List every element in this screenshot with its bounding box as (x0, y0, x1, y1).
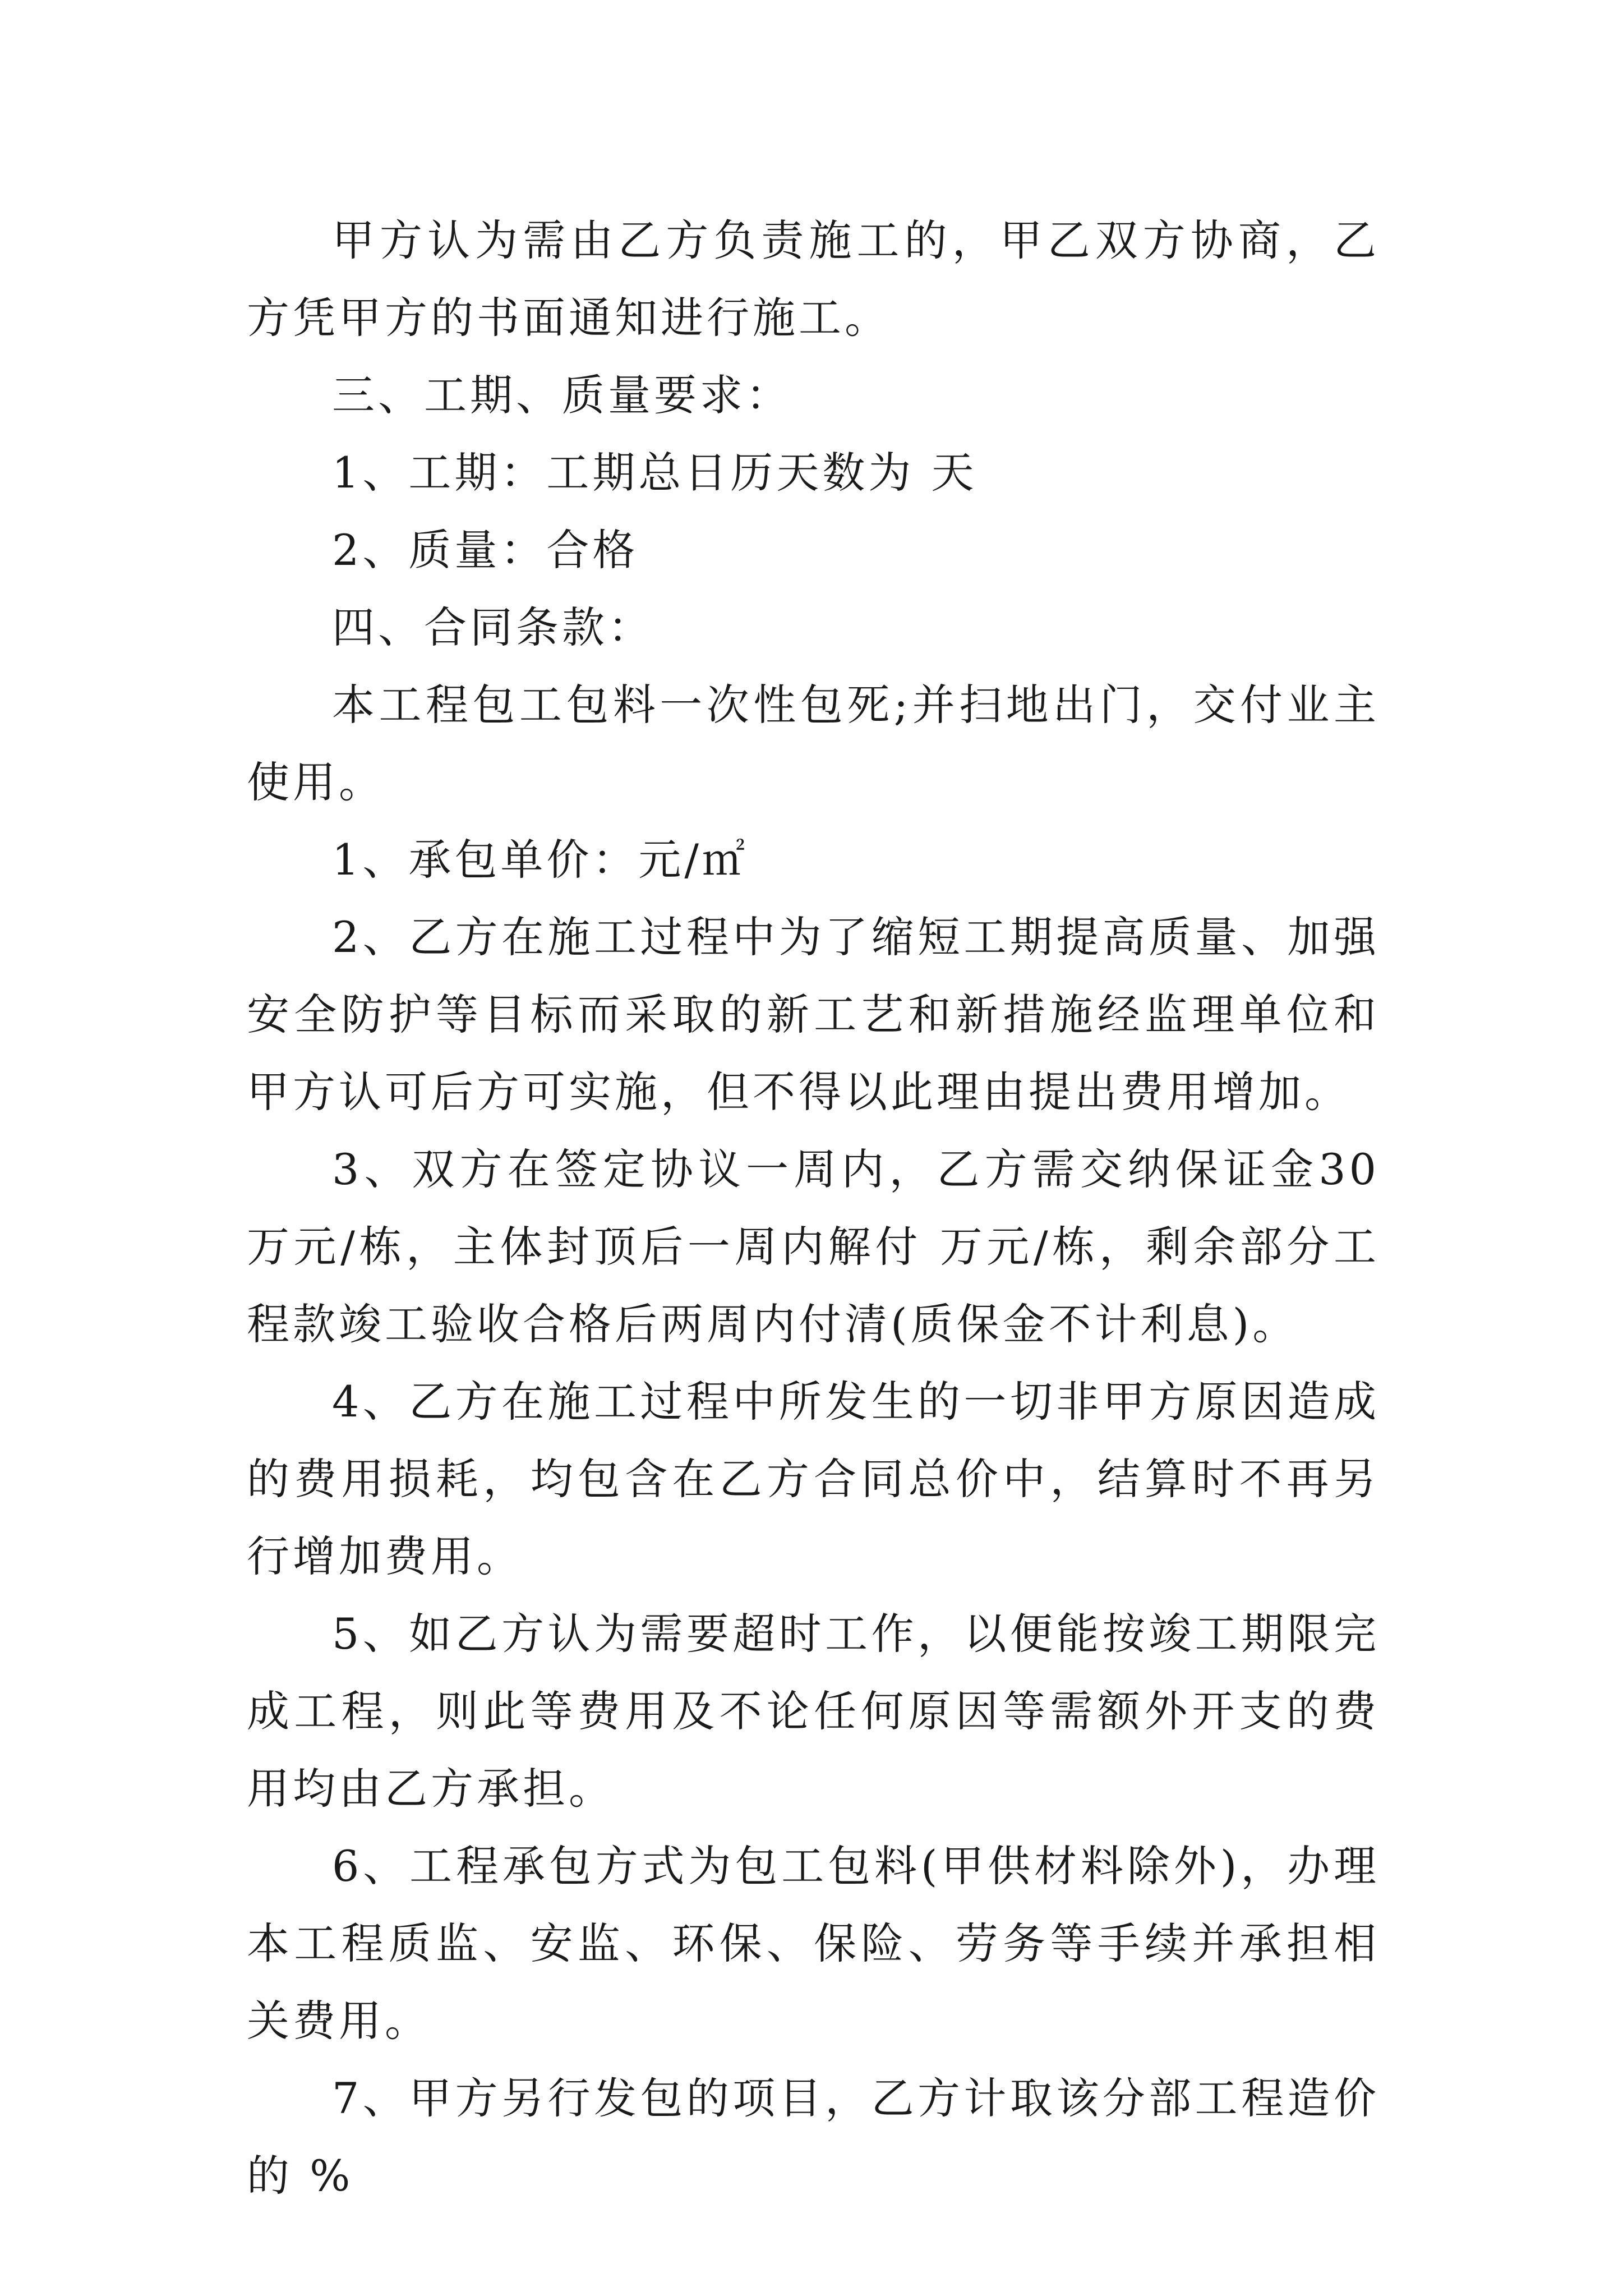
paragraph-1: 甲方认为需由乙方负责施工的，甲乙双方协商，乙方凭甲方的书面通知进行施工。 (247, 215, 1380, 343)
section-heading-schedule-quality: 三、工期、质量要求： (332, 370, 792, 420)
paragraph-clause-5: 5、如乙方认为需要超时工作，以便能按竣工期限完成工程，则此等费用及不论任何原因等需额外开支的费用均由乙方承担。 (247, 1609, 1380, 1814)
section-heading-contract-terms: 四、合同条款： (332, 602, 654, 652)
paragraph-clause-4: 4、乙方在施工过程中所发生的一切非甲方原因造成的费用损耗，均包含在乙方合同总价中，结算时不再另行增加费用。 (247, 1377, 1380, 1581)
paragraph-clause-2: 2、乙方在施工过程中为了缩短工期提高质量、加强安全防护等目标而采取的新工艺和新措施经监理单位和甲方认可后方可实施，但不得以此理由提出费用增加。 (247, 912, 1380, 1117)
paragraph-schedule: 1、工期：工期总日历天数为 天 (332, 448, 978, 498)
paragraph-quality: 2、质量：合格 (332, 525, 639, 575)
document-body (247, 202, 1380, 2215)
paragraph-clause-3: 3、双方在签定协议一周内，乙方需交纳保证金30万元/栋，主体封顶后一周内解付 万元/栋，剩余部分工程款竣工验收合格后两周内付清(质保金不计利息)。 (247, 1144, 1380, 1349)
paragraph-lump-sum: 本工程包工包料一次性包死;并扫地出门，交付业主使用。 (247, 680, 1380, 807)
paragraph-clause-6: 6、工程承包方式为包工包料(甲供材料除外)，办理本工程质监、安监、环保、保险、劳务等手续并承担相关费用。 (247, 1841, 1380, 2046)
paragraph-unit-price: 1、承包单价：元/㎡ (332, 835, 748, 885)
paragraph-clause-7: 7、甲方另行发包的项目，乙方计取该分部工程造价的 % (247, 2073, 1380, 2201)
